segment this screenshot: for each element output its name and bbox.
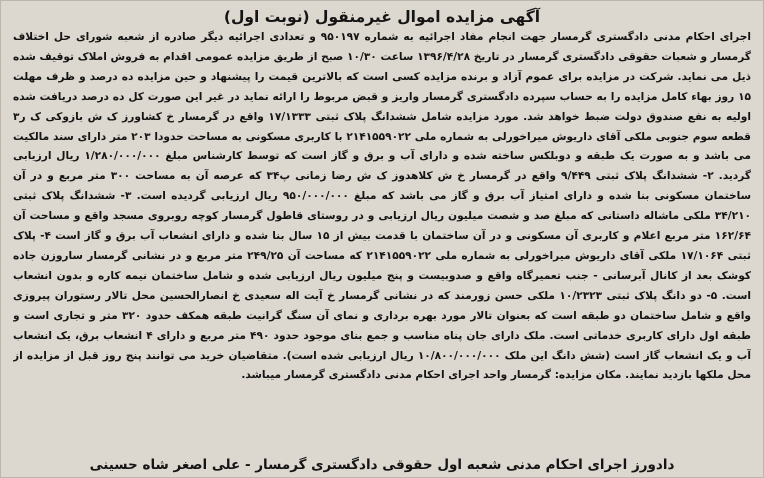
notice-paragraph: اجرای احکام مدنی دادگستری گرمسار جهت انجام مفاد اجرائیه به شماره ۹۵۰۱۹۷ و تعدادی اجرائیه دیگر صادره از شعبه شورای حل اختلاف گرمسار و شعبات حقوقی دادگستری گرمسار در تاریخ ۱۳۹۶/۴/۲۸ ساعت ۱۰/۳۰ صبح از طریق مزایده عمومی اقدام به فروش املاک توقیف شده ذیل می نماید. شرکت در مزایده برای عموم آزاد و برنده مزایده کسی است که بالاترین قیمت را پیشنهاد و حین مزایده ده درصد و ظرف مهلت ۱۵ روز بهاء کامل مزایده را به حساب سپرده دادگستری گرمسار واریز و قبض مربوط را ارائه نماید در غیر این صورت کل ده درصد دریافت شده اولیه به نفع صندوق دولت ضبط خواهد شد. مورد مزایده شامل ششدانگ پلاک ثبتی ۱۷/۱۳۳۳ واقع در گرمسار خ کشاورز ک ش بازوکی ک ر۳ قطعه سوم جنوبی ملکی آقای داریوش میراخورلی به شماره ملی ۲۱۴۱۵۵۹۰۲۲ با کاربری مسکونی به مساحت حدودا ۲۰۳ متر دارای سند مالکیت می باشد و به صورت یک طبقه و دوبلکس ساخته شده و دارای آب و برق و گاز است که توسط کارشناس مبلغ ۱/۲۸۰/۰۰۰/۰۰۰ ریال ارزیابی گردید. ۲- ششدانگ پلاک ثبتی ۹/۴۴۹ واقع در گرمسار خ ش کلاهدوز ک ش رضا زمانی پ۳۴ که عرصه آن به مساحت ۳۰۰ متر مربع و در آن ساختمان مسکونی بنا شده و دارای امتیاز آب برق و گاز می باشد که مبلغ ۹۵۰/۰۰۰/۰۰۰ ریال ارزیابی گردیده است. ۳- ششدانگ پلاک ثبتی ۳۴/۲۱۰ ملکی ماشاله داستانی که مبلغ صد و شصت میلیون ریال ارزیابی و در روستای قاطول گرمسار کوچه روبروی مسجد واقع و مساحت آن ۱۶۲/۶۴ متر مربع اعلام و کاربری آن مسکونی و در آن ساختمان با قدمت بیش از ۱۵ سال بنا شده و دارای انشعاب آب برق و گاز است ۴- پلاک ثبتی ۱۷/۱۰۶۴ ملکی آقای داریوش میراخورلی به شماره ملی ۲۱۴۱۵۵۹۰۲۲ که مساحت آن ۲۴۹/۲۵ متر مربع و در نشانی گرمسار ساروزن جاده کوشک بعد از کانال آبرسانی - جنب تعمیرگاه واقع و صدوبیست و پنج میلیون ریال ارزیابی شده و شامل ساختمان نیمه کاره و بدون انشعاب است. ۵- دو دانگ پلاک ثبتی ۱۰/۲۳۲۳ ملکی حسن زورمند که در نشانی گرمسار خ آیت اله سعیدی خ انصارالحسین محل تالار رستوران پیروزی واقع و شامل ساختمان دو طبقه است که بعنوان تالار مورد بهره برداری و نمای آن سنگ گرانیت طبقه همکف حدود ۳۲۰ متر و تجاری است و طبقه اول دارای کاربری خدماتی است. ملک دارای جان پناه مناسب و جمع بنای موجود حدود ۴۹۰ متر مربع و دارای ۴ انشعاب برق، یک انشعاب آب و یک انشعاب گاز است (شش دانگ این ملک ۱۰/۸۰۰/۰۰۰/۰۰۰ ریال ارزیابی شده است). متقاضیان خرید می توانند پنج روز قبل از مزایده از محل ملکها بازدید نمایند. مکان مزایده: گرمسار واحد اجرای احکام مدنی دادگستری گرمسار میباشد. xyxy=(13,31,751,382)
notice-body xyxy=(13,28,751,466)
notice-title: آگهی مزایده اموال غیرمنقول (نوبت اول) xyxy=(223,8,541,26)
notice-signature: دادورز اجرای احکام مدنی شعبه اول حقوقی دادگستری گرمسار - علی اصغر شاه حسینی xyxy=(1,456,763,474)
